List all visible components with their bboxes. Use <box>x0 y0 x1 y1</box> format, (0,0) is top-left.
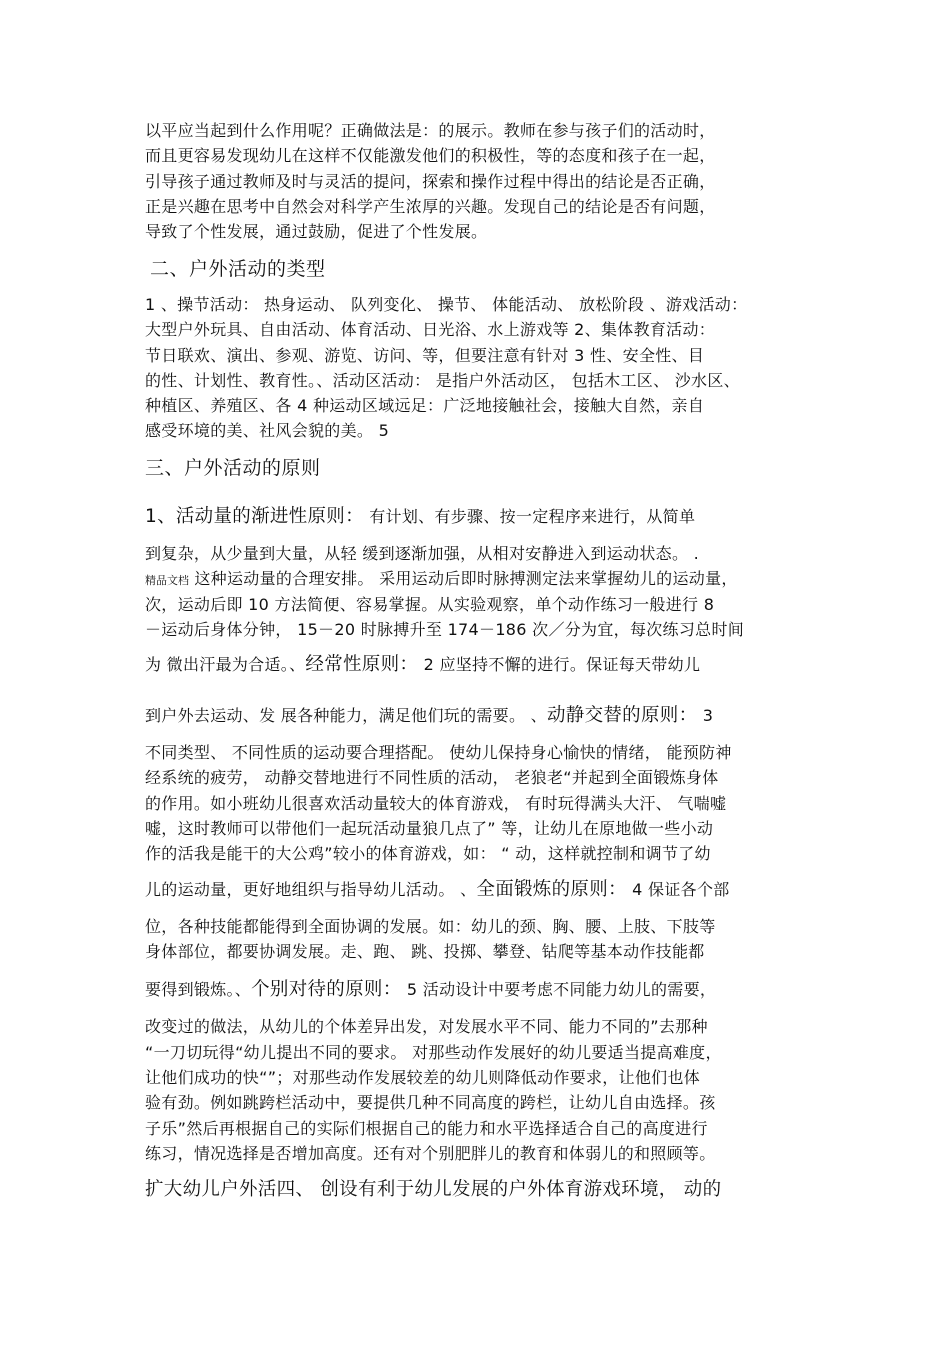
text-line: 子乐”然后再根据自己的实际们根据自己的能力和水平选择适合自己的高度进行 <box>145 1119 708 1138</box>
text-line <box>145 507 695 527</box>
text-span: 2 应坚持不懈的进行。保证每天带幼儿 <box>418 655 701 674</box>
text-line: 次，运动后即 10 方法简便、容易掌握。从实验观察，单个动作练习一般进行 8 <box>145 595 715 614</box>
text-span: 要得到锻炼。、 <box>145 980 252 999</box>
text-span: 到户外去运动、发 展各种能力，满足他们玩的需要。 、 <box>145 706 547 725</box>
principle-title: 个别对待的原则： <box>251 979 402 1000</box>
text-line: 验有劲。例如跳跨栏活动中，要提供几种不同高度的跨栏，让幼儿自由选择。孩 <box>145 1093 716 1112</box>
text-line: 位，各种技能都能得到全面协调的发展。如：幼儿的颈、胸、腰、上肢、下肢等 <box>145 917 716 936</box>
text-line: 的性、计划性、教育性。、活动区活动： 是指户外活动区， 包括木工区、 沙水区、 <box>145 371 740 390</box>
text-line: 练习，情况选择是否增加高度。还有对个别肥胖儿的教育和体弱儿的和照顾等。 <box>145 1144 716 1163</box>
text-line: 种植区、养殖区、各 4 种运动区域远足：广泛地接触社会，接触大自然，亲自 <box>145 396 705 415</box>
text-span: 3 <box>697 706 714 725</box>
principle-title: 1、活动量的渐进性原则： <box>145 506 364 527</box>
text-line: 作的活我是能干的大公鸡”较小的体育游戏，如： “ 动，这样就控制和调节了幼 <box>145 844 711 863</box>
text-span: 儿的运动量，更好地组织与指导幼儿活动。 、 <box>145 880 477 899</box>
text-span: 为 微出汗最为合适。、 <box>145 655 306 674</box>
text-line: 经系统的疲劳， 动静交替地进行不同性质的活动， 老狼老“并起到全面锻炼身体 <box>145 768 719 787</box>
principle-title: 全面锻炼的原则： <box>476 879 627 900</box>
text-line: 引导孩子通过教师及时与灵活的提问，探索和操作过程中得出的结论是否正确， <box>145 172 716 191</box>
text-span: 4 保证各个部 <box>626 880 730 899</box>
text-line: 感受环境的美、社风会貌的美。 5 <box>145 421 390 440</box>
text-span: 有计划、有步骤、按一定程序来进行，从简单 <box>363 507 696 526</box>
principle-title: 动静交替的原则： <box>546 705 698 726</box>
text-line <box>145 569 738 591</box>
text-line: 的作用。如小班幼儿很喜欢活动量较大的体育游戏， 有时玩得满头大汗、 气喘嘘 <box>145 794 727 813</box>
text-line: 改变过的做法，从幼儿的个体差异出发，对发展水平不同、能力不同的”去那种 <box>145 1017 708 1036</box>
text-line: 导致了个性发展，通过鼓励，促进了个性发展。 <box>145 222 488 241</box>
text-line: 让他们成功的快“”；对那些动作发展较差的幼儿则降低动作要求，让他们也体 <box>145 1068 701 1087</box>
section-heading-2: 二、户外活动的类型 <box>150 258 326 280</box>
text-line: 节日联欢、演出、参观、游览、访问、等，但要注意有针对 3 性、安全性、目 <box>145 346 705 365</box>
text-line <box>145 706 713 726</box>
text-line: －运动后身体分钟， 15－20 时脉搏升至 174－186 次／分为宜，每次练习总时间 <box>145 620 745 639</box>
text-line: 而且更容易发现幼儿在这样不仅能激发他们的积极性，等的态度和孩子在一起， <box>145 146 716 165</box>
text-line: 大型户外玩具、自由活动、体育活动、日光浴、水上游戏等 2、集体教育活动： <box>145 320 716 339</box>
text-line: 1 、操节活动： 热身运动、 队列变化、 操节、 体能活动、 放松阶段 、游戏活动： <box>145 295 748 314</box>
text-line: 嘘，这时教师可以带他们一起玩活动量狼几点了” 等，让幼儿在原地做一些小动 <box>145 819 714 838</box>
text-line: 正是兴趣在思考中自然会对科学产生浓厚的兴趣。发现自己的结论是否有问题， <box>145 197 716 216</box>
text-line: 到复杂，从少量到大量，从轻 缓到逐渐加强，从相对安静进入到运动状态。 . <box>145 544 700 563</box>
section-heading-3: 三、户外活动的原则 <box>145 457 321 479</box>
text-line: 扩大幼儿户外活四、 创设有利于幼儿发展的户外体育游戏环境， 动的 <box>145 1179 722 1200</box>
text-span: 这种运动量的合理安排。 采用运动后即时脉搏测定法来掌握幼儿的运动量， <box>189 569 738 588</box>
text-span: 5 活动设计中要考虑不同能力幼儿的需要， <box>401 980 717 999</box>
text-line <box>145 980 716 1000</box>
text-line: 身体部位，都要协调发展。走、跑、 跳、投掷、攀登、钻爬等基本动作技能都 <box>145 942 705 961</box>
text-line: “一刀切玩得“幼儿提出不同的要求。 对那些动作发展好的幼儿要适当提高难度， <box>145 1043 722 1062</box>
text-line <box>145 880 730 900</box>
principle-title: 经常性原则： <box>305 654 419 675</box>
text-line: 不同类型、 不同性质的运动要合理搭配。 使幼儿保持身心愉快的情绪， 能预防神 <box>145 743 732 762</box>
text-line <box>145 655 700 675</box>
text-line: 以平应当起到什么作用呢？正确做法是：的展示。教师在参与孩子们的活动时， <box>145 121 716 140</box>
watermark-text: 精品文档 <box>145 574 189 587</box>
